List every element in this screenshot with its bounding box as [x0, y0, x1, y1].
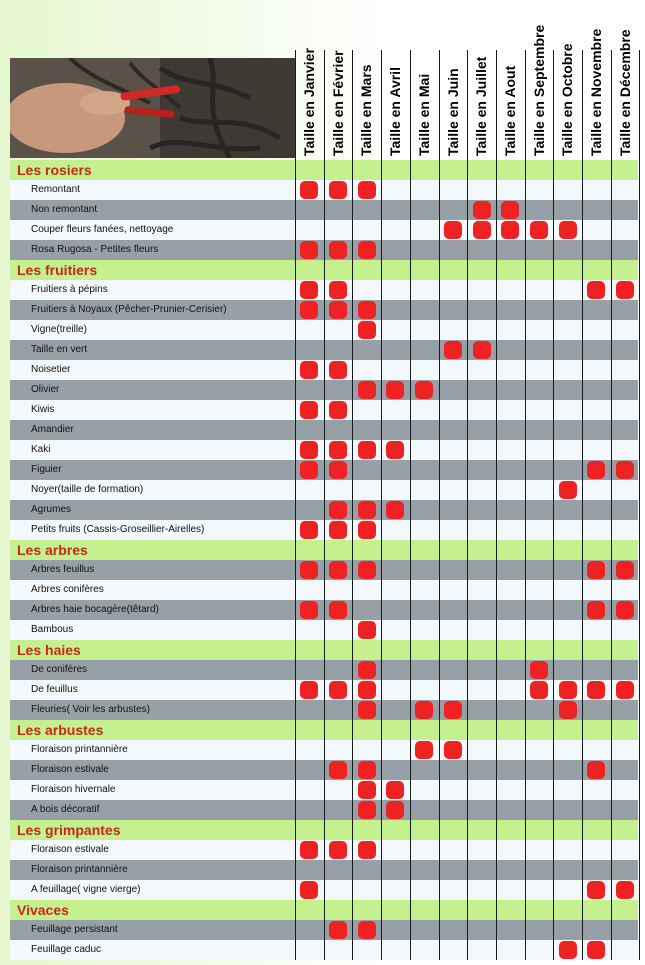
plant-label: Kiwis	[31, 404, 55, 415]
pruning-mark	[501, 221, 519, 239]
pruning-mark	[358, 301, 376, 319]
pruning-mark	[559, 221, 577, 239]
pruning-mark	[300, 301, 318, 319]
column-divider	[439, 50, 440, 960]
column-divider	[467, 50, 468, 960]
pruning-mark	[329, 301, 347, 319]
pruning-mark	[559, 701, 577, 719]
pruning-mark	[329, 921, 347, 939]
plant-label: Arbres feuillus	[31, 564, 95, 575]
pruning-mark	[587, 941, 605, 959]
pruning-mark	[329, 361, 347, 379]
pruning-mark	[444, 341, 462, 359]
month-header: Taille en Avril	[387, 67, 404, 156]
pruning-mark	[329, 601, 347, 619]
plant-label: Non remontant	[31, 204, 98, 215]
pruning-mark	[559, 681, 577, 699]
category-label: Les grimpantes	[17, 822, 121, 838]
pruning-mark	[530, 661, 548, 679]
category-label: Les rosiers	[17, 162, 92, 178]
column-divider	[525, 50, 526, 960]
category-label: Les haies	[17, 642, 81, 658]
plant-label: Fruitiers à Noyaux (Pêcher-Prunier-Cerisier)	[31, 304, 227, 315]
pruning-mark	[386, 441, 404, 459]
category-label: Vivaces	[17, 902, 69, 918]
pruning-mark	[530, 681, 548, 699]
pruning-mark	[587, 761, 605, 779]
plant-label: Petits fruits (Cassis-Groseillier-Airelles)	[31, 524, 205, 535]
month-header: Taille en Juillet	[473, 56, 490, 156]
pruning-mark	[358, 521, 376, 539]
plant-label: Floraison estivale	[31, 764, 109, 775]
pruning-mark	[616, 561, 634, 579]
column-divider	[324, 50, 325, 960]
pruning-mark	[329, 441, 347, 459]
pruning-mark	[559, 941, 577, 959]
pruning-mark	[358, 661, 376, 679]
plant-label: Agrumes	[31, 504, 72, 515]
pruning-mark	[386, 801, 404, 819]
column-divider	[639, 50, 640, 960]
pruning-mark	[329, 241, 347, 259]
month-header: Taille en Aout	[501, 65, 518, 156]
pruning-mark	[329, 461, 347, 479]
pruning-mark	[616, 601, 634, 619]
plant-label: Noisetier	[31, 364, 71, 375]
plant-label: Fleuries( Voir les arbustes)	[31, 704, 150, 715]
pruning-mark	[358, 501, 376, 519]
pruning-mark	[444, 741, 462, 759]
plant-label: De feuillus	[31, 684, 78, 695]
pruning-mark	[329, 841, 347, 859]
pruning-mark	[415, 741, 433, 759]
plant-label: Feuillage persistant	[31, 924, 118, 935]
pruning-mark	[300, 281, 318, 299]
plant-label: Olivier	[31, 384, 60, 395]
column-divider	[611, 50, 612, 960]
pruning-mark	[587, 281, 605, 299]
pruning-mark	[329, 281, 347, 299]
pruning-mark	[329, 521, 347, 539]
plant-label: Floraison printannière	[31, 744, 128, 755]
month-header: Taille en Février	[329, 50, 346, 156]
pruning-mark	[473, 221, 491, 239]
plant-label: Kaki	[31, 444, 51, 455]
pruning-mark	[616, 461, 634, 479]
pruning-mark	[358, 321, 376, 339]
pruning-mark	[329, 561, 347, 579]
column-divider	[553, 50, 554, 960]
month-header: Taille en Décembre	[616, 29, 633, 156]
plant-label: De conifères	[31, 664, 88, 675]
pruning-mark	[300, 521, 318, 539]
pruning-mark	[358, 241, 376, 259]
pruning-mark	[358, 181, 376, 199]
pruning-mark	[501, 201, 519, 219]
plant-label: A bois décoratif	[31, 804, 100, 815]
pruning-mark	[587, 561, 605, 579]
pruning-mark	[300, 181, 318, 199]
month-header: Taille en Octobre	[559, 43, 576, 156]
plant-label: Vigne(treille)	[31, 324, 87, 335]
category-label: Les arbustes	[17, 722, 104, 738]
plant-label: Arbres conifères	[31, 584, 104, 595]
pruning-mark	[300, 241, 318, 259]
plant-label: Fruitiers à pépins	[31, 284, 108, 295]
pruning-mark	[329, 681, 347, 699]
plant-label: Floraison estivale	[31, 844, 109, 855]
plant-label: Floraison printannière	[31, 864, 128, 875]
column-divider	[295, 50, 296, 960]
pruning-mark	[386, 381, 404, 399]
month-header: Taille en Septembre	[530, 24, 547, 156]
category-label: Les fruitiers	[17, 262, 98, 278]
pruning-mark	[300, 681, 318, 699]
pruning-mark	[473, 201, 491, 219]
pruning-mark	[530, 221, 548, 239]
pruning-hands-illustration	[10, 58, 295, 158]
pruning-mark	[587, 461, 605, 479]
pruning-mark	[329, 401, 347, 419]
plant-label: Arbres haie bocagère(têtard)	[31, 604, 159, 615]
pruning-mark	[386, 501, 404, 519]
pruning-mark	[329, 181, 347, 199]
pruning-mark	[587, 601, 605, 619]
pruning-mark	[386, 781, 404, 799]
pruning-mark	[358, 381, 376, 399]
column-divider	[496, 50, 497, 960]
pruning-mark	[358, 441, 376, 459]
pruning-mark	[329, 501, 347, 519]
plant-label: Bambous	[31, 624, 74, 635]
month-header: Taille en Mai	[415, 73, 432, 156]
pruning-mark	[473, 341, 491, 359]
pruning-mark	[587, 881, 605, 899]
pruning-mark	[587, 681, 605, 699]
plant-label: Remontant	[31, 184, 80, 195]
pruning-mark	[358, 761, 376, 779]
pruning-mark	[300, 561, 318, 579]
month-header: Taille en Novembre	[588, 28, 604, 156]
month-header: Taille en Juin	[444, 68, 461, 156]
pruning-mark	[616, 881, 634, 899]
pruning-mark	[616, 681, 634, 699]
pruning-mark	[358, 701, 376, 719]
plant-label: Rosa Rugosa - Petites fleurs	[31, 244, 159, 255]
pruning-mark	[300, 401, 318, 419]
plant-label: Figuier	[31, 464, 62, 475]
pruning-mark	[358, 561, 376, 579]
plant-label: A feuillage( vigne vierge)	[31, 884, 141, 895]
pruning-mark	[444, 221, 462, 239]
plant-label: Couper fleurs fanées, nettoyage	[31, 224, 174, 235]
column-divider	[410, 50, 411, 960]
pruning-mark	[358, 621, 376, 639]
plant-label: Taille en vert	[31, 344, 88, 355]
month-header: Taille en Mars	[358, 64, 375, 156]
pruning-mark	[415, 381, 433, 399]
pruning-mark	[415, 701, 433, 719]
pruning-photo	[10, 58, 295, 158]
pruning-mark	[300, 361, 318, 379]
pruning-mark	[300, 601, 318, 619]
pruning-mark	[358, 801, 376, 819]
plant-label: Feuillage caduc	[31, 944, 102, 955]
month-header: Taille en Janvier	[301, 48, 317, 156]
pruning-mark	[300, 461, 318, 479]
category-label: Les arbres	[17, 542, 88, 558]
pruning-mark	[444, 701, 462, 719]
pruning-mark	[358, 681, 376, 699]
plant-label: Amandier	[31, 424, 74, 435]
column-divider	[582, 50, 583, 960]
plant-label: Noyer(taille de formation)	[31, 484, 144, 495]
column-divider	[352, 50, 353, 960]
pruning-mark	[616, 281, 634, 299]
pruning-mark	[559, 481, 577, 499]
pruning-mark	[329, 761, 347, 779]
pruning-mark	[300, 881, 318, 899]
plant-label: Floraison hivernale	[31, 784, 116, 795]
pruning-mark	[300, 441, 318, 459]
pruning-mark	[358, 781, 376, 799]
pruning-mark	[300, 841, 318, 859]
pruning-mark	[358, 841, 376, 859]
column-divider	[381, 50, 382, 960]
pruning-mark	[358, 921, 376, 939]
